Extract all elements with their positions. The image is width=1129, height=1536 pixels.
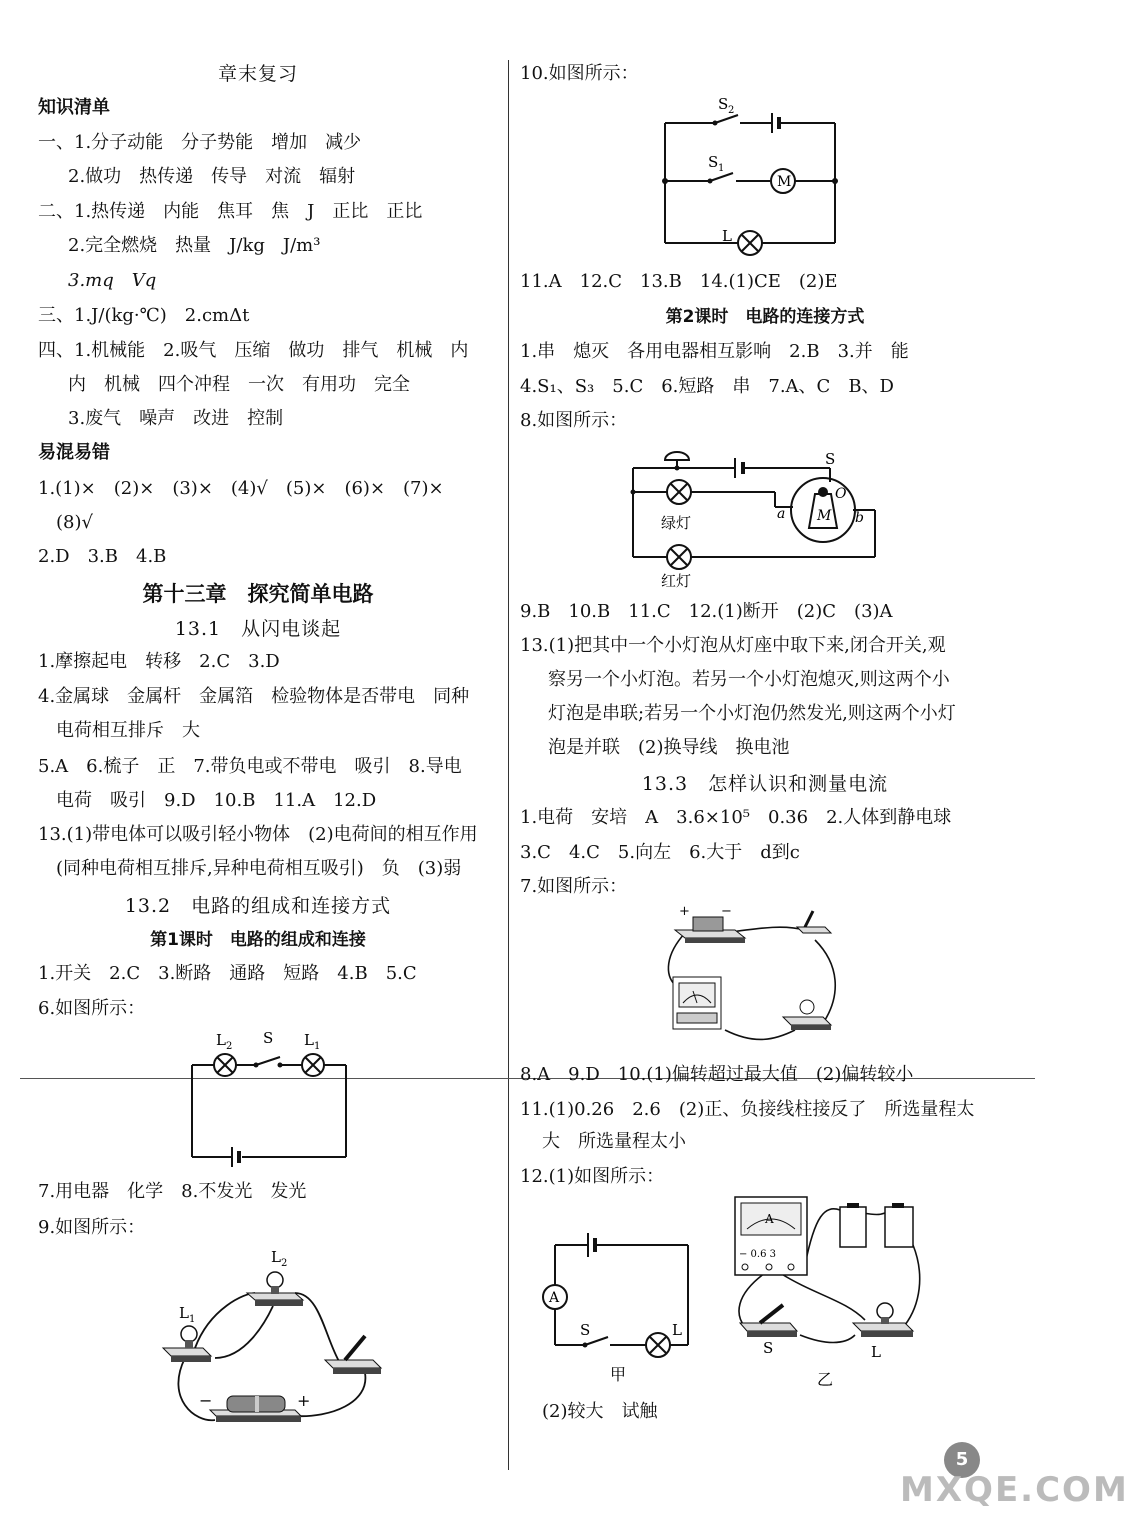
label-b: b: [855, 510, 864, 526]
answer-line: 2.做功 热传递 传导 对流 辐射: [68, 166, 356, 187]
battery-box: [675, 917, 745, 943]
label-l1-sub: 1: [189, 1314, 196, 1325]
answer-line: 内 机械 四个冲程 一次 有用功 完全: [68, 374, 410, 395]
answer-line: 12.(1)如图所示：: [520, 1166, 665, 1187]
label-s2: S: [718, 95, 729, 113]
knife-switch: [325, 1336, 381, 1374]
caption-jia: 甲: [610, 1365, 627, 1384]
label-a: a: [777, 506, 786, 522]
battery-cells: [840, 1203, 913, 1247]
label-l2: L: [271, 1248, 281, 1266]
lesson-title: 第2课时 电路的连接方式: [665, 307, 865, 327]
label-minus: −: [199, 1391, 213, 1410]
answer-line: 1.电荷 安培 A 3.6×10⁵ 0.36 2.人体到静电球: [520, 807, 952, 828]
label-s: S: [825, 450, 836, 468]
ammeter: [673, 977, 721, 1029]
page-number: 5: [944, 1442, 980, 1478]
label-l2-sub: 2: [281, 1258, 288, 1269]
answer-line: 10.如图所示：: [520, 63, 639, 84]
answer-line: 9.如图所示：: [38, 1217, 146, 1238]
label-minus: −: [721, 904, 732, 919]
lesson-title: 第1课时 电路的组成和连接: [150, 930, 366, 950]
answer-line: 二、1.热传递 内能 焦耳 焦 J 正比 正比: [38, 201, 423, 222]
answer-line: 电荷 吸引 9.D 10.B 11.A 12.D: [56, 790, 377, 811]
label-s: S: [580, 1321, 591, 1339]
answer-line: 三、1.J/(kg·℃) 2.cmΔt: [38, 305, 250, 326]
label-s: S: [263, 1029, 274, 1047]
answer-line: 8.A 9.D 10.(1)偏转超过最大值 (2)偏转较小: [520, 1064, 914, 1085]
circuit-diagram-q12-a: [540, 1225, 700, 1385]
answer-line: 13.(1)带电体可以吸引轻小物体 (2)电荷间的相互作用: [38, 824, 478, 845]
answer-line: 5.A 6.梳子 正 7.带负电或不带电 吸引 8.导电: [38, 756, 462, 777]
ammeter: [735, 1197, 807, 1275]
answer-line: 4.金属球 金属杆 金属箔 检验物体是否带电 同种: [38, 686, 470, 707]
wiring-diagram-q7: [665, 905, 850, 1055]
answer-line: 11.(1)0.26 2.6 (2)正、负接线柱接反了 所选量程太: [520, 1099, 975, 1120]
label-l1-sub: 1: [314, 1041, 321, 1052]
label-plus: +: [679, 904, 690, 919]
label-l: L: [871, 1343, 881, 1361]
knowledge-heading: 知识清单: [38, 97, 110, 118]
answer-line: 泡是并联 (2)换导线 换电池: [548, 737, 790, 758]
label-l1: L: [179, 1304, 189, 1322]
review-title: 章末复习: [217, 63, 298, 85]
label-s1: S: [708, 153, 719, 171]
answer-line: 灯泡是串联;若另一个小灯泡仍然发光,则这两个小灯: [548, 703, 956, 724]
label-m: M: [777, 174, 792, 190]
label-plus: +: [297, 1391, 311, 1410]
label-l: L: [722, 227, 732, 245]
answer-line: 4.S₁、S₃ 5.C 6.短路 串 7.A、C B、D: [520, 376, 894, 397]
lamp-l2: [247, 1272, 303, 1306]
answer-line: 电荷相互排斥 大: [56, 720, 200, 741]
chapter-title: 第十三章 探究简单电路: [142, 582, 374, 606]
answer-line: 3.C 4.C 5.向左 6.大于 d到c: [520, 842, 800, 863]
answer-line: 6.如图所示：: [38, 998, 146, 1019]
label-l2: L: [216, 1031, 226, 1049]
label-l2-sub: 2: [226, 1041, 233, 1052]
answer-line: 1.(1)× (2)× (3)× (4)√ (5)× (6)× (7)×: [38, 478, 444, 499]
caption-yi: 乙: [817, 1370, 834, 1389]
answer-line: 7.如图所示：: [520, 876, 628, 897]
answer-line: 1.串 熄灭 各用电器相互影响 2.B 3.并 能: [520, 341, 909, 362]
lamp: [853, 1303, 913, 1337]
knife-switch: [740, 1305, 797, 1337]
lamp: [783, 1000, 831, 1030]
answer-line: 四、1.机械能 2.吸气 压缩 做功 排气 机械 内: [38, 340, 469, 361]
answer-line: (同种电荷相互排斥,异种电荷相互吸引) 负 (3)弱: [56, 858, 462, 879]
label-s2-sub: 2: [728, 105, 735, 116]
answer-line: 9.B 10.B 11.C 12.(1)断开 (2)C (3)A: [520, 601, 893, 622]
section-title: 13.2 电路的组成和连接方式: [124, 895, 392, 917]
battery: [210, 1396, 301, 1422]
confuse-heading: 易混易错: [38, 442, 110, 463]
answer-line: 3.mq Vq: [68, 270, 157, 291]
label-s1-sub: 1: [718, 163, 725, 174]
column-divider: [508, 60, 509, 1470]
label-l1: L: [304, 1031, 314, 1049]
switch: [797, 911, 831, 933]
answer-line: 1.摩擦起电 转移 2.C 3.D: [38, 651, 280, 672]
label-green-lamp: 绿灯: [661, 514, 692, 532]
answer-line: 大 所选量程太小: [542, 1131, 686, 1152]
wiring-diagram-q9: [155, 1248, 390, 1433]
watermark: MXQE.COM: [900, 1470, 1129, 1510]
section-title: 13.3 怎样认识和测量电流: [641, 773, 889, 795]
answer-line: 2.完全燃烧 热量 J/kg J/m³: [68, 235, 321, 256]
wiring-diagram-q12-b: [725, 1195, 925, 1395]
section-title: 13.1 从闪电谈起: [174, 618, 342, 640]
answer-line: 2.D 3.B 4.B: [38, 546, 167, 567]
answer-line: 8.如图所示：: [520, 410, 628, 431]
answer-line: 11.A 12.C 13.B 14.(1)CE (2)E: [520, 271, 838, 292]
circuit-diagram-q6: [180, 1025, 360, 1175]
answer-line: (2)较大 试触: [542, 1401, 658, 1422]
answer-line: 1.开关 2.C 3.断路 通路 短路 4.B 5.C: [38, 963, 417, 984]
answer-line: 7.用电器 化学 8.不发光 发光: [38, 1181, 307, 1202]
label-l: L: [672, 1321, 682, 1339]
answer-line: 察另一个小灯泡。若另一个小灯泡熄灭,则这两个小: [548, 669, 950, 690]
circuit-diagram-q10: [650, 95, 850, 255]
answer-line: 13.(1)把其中一个小灯泡从灯座中取下来,闭合开关,观: [520, 635, 946, 656]
label-o: O: [835, 486, 847, 502]
answer-line: 3.废气 噪声 改进 控制: [68, 408, 284, 429]
label-red-lamp: 红灯: [661, 572, 692, 590]
label-ammeter: A: [765, 1212, 774, 1226]
answer-line: 一、1.分子动能 分子势能 增加 减少: [38, 132, 362, 153]
label-s: S: [763, 1339, 774, 1357]
label-ammeter: A: [549, 1290, 560, 1306]
answer-line: (8)√: [56, 512, 93, 533]
ammeter-scale: − 0.6 3: [739, 1249, 777, 1260]
circuit-diagram-q8: [625, 442, 885, 592]
label-m: M: [817, 508, 832, 524]
